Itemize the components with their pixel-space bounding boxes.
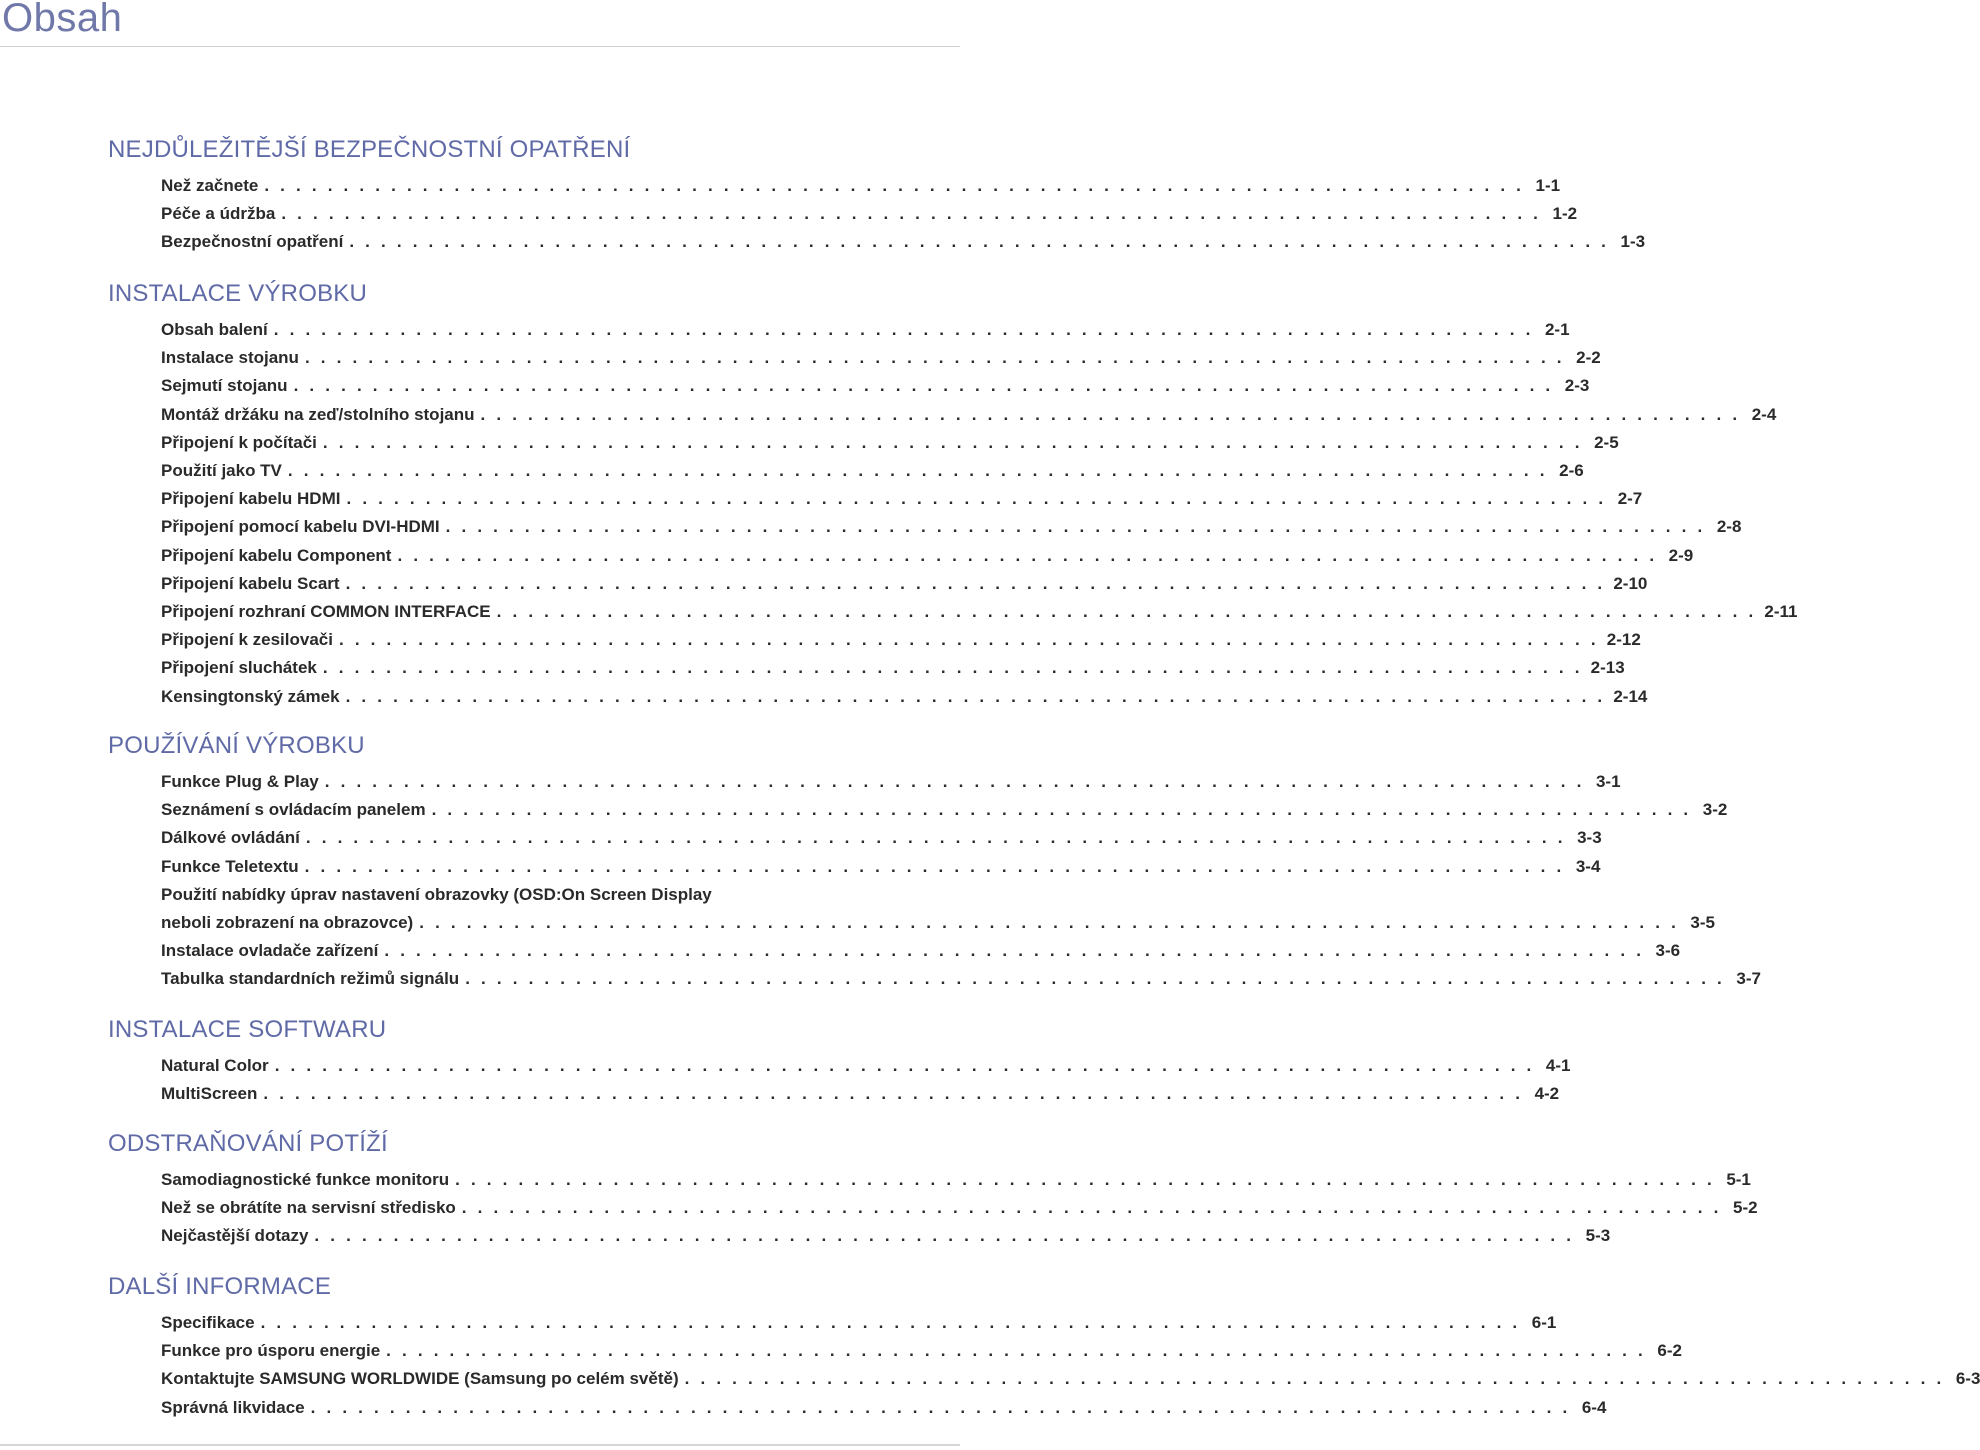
dot-leader: . . . . . . . . . . . . . . . . . . . . . . . . . . . . . . . . . . . . . . . . . . . . . . . . . . . . . . . . . . . . . . . . . . . . . . . . . . . . . . . . bbox=[304, 348, 1565, 368]
dot-leader: . . . . . . . . . . . . . . . . . . . . . . . . . . . . . . . . . . . . . . . . . . . . . . . . . . . . . . . . . . . . . . . . . . . . . . . . . . . . . . . . bbox=[461, 1198, 1722, 1218]
toc-entry-page-number: 4-1 bbox=[1545, 1056, 1571, 1075]
toc-entry[interactable] bbox=[161, 913, 1715, 937]
dot-leader: . . . . . . . . . . . . . . . . . . . . . . . . . . . . . . . . . . . . . . . . . . . . . . . . . . . . . . . . . . . . . . . . . . . . . . . . . . . . . . . . bbox=[274, 1056, 1535, 1075]
toc-entry-page-number: 3-1 bbox=[1595, 772, 1621, 791]
toc-entry-page-number: 6-3 bbox=[1955, 1369, 1980, 1389]
toc-entry[interactable] bbox=[161, 1198, 1758, 1222]
toc-entry-page-number: 3-3 bbox=[1577, 828, 1602, 848]
toc-entry[interactable] bbox=[161, 489, 1643, 513]
toc-entry-page-number: 2-7 bbox=[1617, 489, 1643, 509]
toc-entry-label: Připojení rozhraní COMMON INTERFACE bbox=[161, 602, 491, 621]
toc-entry-page-number: 2-11 bbox=[1764, 602, 1798, 621]
toc-entry-page-number: 3-2 bbox=[1702, 800, 1728, 820]
toc-entry-label: Natural Color bbox=[161, 1056, 269, 1075]
toc-entry-page-number: 2-3 bbox=[1564, 376, 1590, 396]
toc-entry-page-number: 2-4 bbox=[1751, 404, 1777, 424]
title-divider bbox=[0, 46, 960, 47]
toc-entry[interactable] bbox=[161, 461, 1584, 485]
toc-entry[interactable] bbox=[161, 856, 1601, 881]
dot-leader: . . . . . . . . . . . . . . . . . . . . . . . . . . . . . . . . . . . . . . . . . . . . . . . . . . . . . . . . . . . . . . . . . . . . . . . . . . . . . . . . bbox=[496, 602, 1757, 621]
toc-entry[interactable] bbox=[161, 320, 1570, 344]
toc-entry-page-number: 2-1 bbox=[1544, 320, 1570, 339]
toc-entry[interactable] bbox=[161, 686, 1648, 711]
toc-entry-label: Funkce Teletextu bbox=[161, 856, 299, 876]
toc-entry-label: Bezpečnostní opatření bbox=[161, 232, 344, 252]
toc-entry-label: Připojení k zesilovači bbox=[161, 630, 333, 650]
toc-entry[interactable] bbox=[161, 1341, 1682, 1365]
toc-entry-label: Seznámení s ovládacím panelem bbox=[161, 800, 426, 820]
page-title: Obsah bbox=[2, 0, 123, 40]
dot-leader: . . . . . . . . . . . . . . . . . . . . . . . . . . . . . . . . . . . . . . . . . . . . . . . . . . . . . . . . . . . . . . . . . . . . . . . . . . . . . . . . bbox=[293, 376, 1554, 396]
toc-entry-label: Dálkové ovládání bbox=[161, 828, 300, 848]
toc-entry-page-number: 6-2 bbox=[1657, 1341, 1682, 1361]
toc-entry[interactable] bbox=[161, 1170, 1751, 1194]
dot-leader: . . . . . . . . . . . . . . . . . . . . . . . . . . . . . . . . . . . . . . . . . . . . . . . . . . . . . . . . . . . . . . . . . . . . . . . . . . . . . . . . bbox=[684, 1369, 1945, 1389]
toc-entry-page-number: 2-13 bbox=[1590, 658, 1625, 678]
toc-entry[interactable] bbox=[161, 658, 1625, 682]
section-heading: ODSTRAŇOVÁNÍ POTÍŽÍ bbox=[108, 1130, 388, 1157]
dot-leader: . . . . . . . . . . . . . . . . . . . . . . . . . . . . . . . . . . . . . . . . . . . . . . . . . . . . . . . . . . . . . . . . . . . . . . . . . . . . . . . . bbox=[338, 630, 1599, 650]
dot-leader: . . . . . . . . . . . . . . . . . . . . . . . . . . . . . . . . . . . . . . . . . . . . . . . . . . . . . . . . . . . . . . . . . . . . . . . . . . . . . . . . bbox=[480, 404, 1741, 424]
dot-leader: . . . . . . . . . . . . . . . . . . . . . . . . . . . . . . . . . . . . . . . . . . . . . . . . . . . . . . . . . . . . . . . . . . . . . . . . . . . . . . . . bbox=[305, 828, 1566, 848]
toc-entry[interactable] bbox=[161, 1084, 1560, 1108]
toc-entry-label: Připojení sluchátek bbox=[161, 658, 317, 678]
toc-entry-page-number: 6-4 bbox=[1581, 1397, 1607, 1417]
toc-entry-label: Tabulka standardních režimů signálu bbox=[161, 969, 460, 989]
dot-leader: . . . . . . . . . . . . . . . . . . . . . . . . . . . . . . . . . . . . . . . . . . . . . . . . . . . . . . . . . . . . . . . . . . . . . . . . . . . . . . . . bbox=[287, 461, 1548, 480]
toc-entry[interactable] bbox=[161, 1226, 1611, 1250]
dot-leader: . . . . . . . . . . . . . . . . . . . . . . . . . . . . . . . . . . . . . . . . . . . . . . . . . . . . . . . . . . . . . . . . . . . . . . . . . . . . . . . . bbox=[322, 432, 1583, 452]
dot-leader: . . . . . . . . . . . . . . . . . . . . . . . . . . . . . . . . . . . . . . . . . . . . . . . . . . . . . . . . . . . . . . . . . . . . . . . . . . . . . . . . bbox=[260, 1313, 1521, 1332]
toc-entry-page-number: 1-1 bbox=[1535, 176, 1561, 195]
toc-entry-label: Sejmutí stojanu bbox=[161, 376, 288, 396]
dot-leader: . . . . . . . . . . . . . . . . . . . . . . . . . . . . . . . . . . . . . . . . . . . . . . . . . . . . . . . . . . . . . . . . . . . . . . . . . . . . . . . . bbox=[386, 1341, 1646, 1361]
toc-entry[interactable] bbox=[161, 828, 1602, 852]
toc-entry[interactable] bbox=[161, 348, 1601, 372]
dot-leader: . . . . . . . . . . . . . . . . . . . . . . . . . . . . . . . . . . . . . . . . . . . . . . . . . . . . . . . . . . . . . . . . . . . . . . . . . . . . . . . . bbox=[465, 969, 1725, 989]
toc-entry-page-number: 5-1 bbox=[1726, 1170, 1751, 1189]
toc-entry[interactable] bbox=[161, 232, 1646, 256]
toc-entry-page-number: 4-2 bbox=[1534, 1084, 1560, 1104]
toc-entry[interactable] bbox=[161, 432, 1619, 457]
toc-entry-label: Instalace ovladače zařízení bbox=[161, 941, 379, 961]
toc-entry[interactable] bbox=[161, 1369, 1980, 1393]
dot-leader: . . . . . . . . . . . . . . . . . . . . . . . . . . . . . . . . . . . . . . . . . . . . . . . . . . . . . . . . . . . . . . . . . . . . . . . . . . . . . . . . bbox=[419, 913, 1679, 932]
dot-leader: . . . . . . . . . . . . . . . . . . . . . . . . . . . . . . . . . . . . . . . . . . . . . . . . . . . . . . . . . . . . . . . . . . . . . . . . . . . . . . . . bbox=[345, 686, 1606, 706]
toc-entry-page-number: 5-2 bbox=[1733, 1198, 1758, 1218]
toc-entry-label: Připojení kabelu HDMI bbox=[161, 489, 341, 509]
dot-leader: . . . . . . . . . . . . . . . . . . . . . . . . . . . . . . . . . . . . . . . . . . . . . . . . . . . . . . . . . . . . . . . . . . . . . . . . . . . . . . . . bbox=[314, 1226, 1575, 1246]
toc-entry-page-number: 2-12 bbox=[1606, 630, 1641, 650]
dot-leader: . . . . . . . . . . . . . . . . . . . . . . . . . . . . . . . . . . . . . . . . . . . . . . . . . . . . . . . . . . . . . . . . . . . . . . . . . . . . . . . . bbox=[310, 1397, 1571, 1417]
toc-entry-page-number: 6-1 bbox=[1531, 1313, 1557, 1332]
dot-leader: . . . . . . . . . . . . . . . . . . . . . . . . . . . . . . . . . . . . . . . . . . . . . . . . . . . . . . . . . . . . . . . . . . . . . . . . . . . . . . . . bbox=[455, 1170, 1715, 1189]
toc-entry-label: Kensingtonský zámek bbox=[161, 686, 340, 706]
toc-entry[interactable] bbox=[161, 630, 1641, 654]
toc-entry-label: Kontaktujte SAMSUNG WORLDWIDE (Samsung po celém světě) bbox=[161, 1369, 679, 1389]
dot-leader: . . . . . . . . . . . . . . . . . . . . . . . . . . . . . . . . . . . . . . . . . . . . . . . . . . . . . . . . . . . . . . . . . . . . . . . . . . . . . . . . bbox=[345, 573, 1606, 593]
dot-leader: . . . . . . . . . . . . . . . . . . . . . . . . . . . . . . . . . . . . . . . . . . . . . . . . . . . . . . . . . . . . . . . . . . . . . . . . . . . . . . . . bbox=[322, 658, 1583, 678]
dot-leader: . . . . . . . . . . . . . . . . . . . . . . . . . . . . . . . . . . . . . . . . . . . . . . . . . . . . . . . . . . . . . . . . . . . . . . . . . . . . . . . . bbox=[324, 772, 1585, 791]
toc-entry-label: Připojení k počítači bbox=[161, 432, 317, 452]
toc-entry-page-number: 1-3 bbox=[1620, 232, 1646, 252]
dot-leader: . . . . . . . . . . . . . . . . . . . . . . . . . . . . . . . . . . . . . . . . . . . . . . . . . . . . . . . . . . . . . . . . . . . . . . . . . . . . . . . . bbox=[397, 545, 1658, 565]
toc-entry-page-number: 2-5 bbox=[1594, 432, 1619, 452]
toc-entry-label: neboli zobrazení na obrazovce) bbox=[161, 913, 414, 932]
dot-leader: . . . . . . . . . . . . . . . . . . . . . . . . . . . . . . . . . . . . . . . . . . . . . . . . . . . . . . . . . . . . . . . . . . . . . . . . . . . . . . . . bbox=[384, 941, 1645, 961]
toc-entry[interactable] bbox=[161, 404, 1777, 429]
dot-leader: . . . . . . . . . . . . . . . . . . . . . . . . . . . . . . . . . . . . . . . . . . . . . . . . . . . . . . . . . . . . . . . . . . . . . . . . . . . . . . . . bbox=[431, 800, 1692, 820]
toc-entry-label: Instalace stojanu bbox=[161, 348, 299, 368]
dot-leader: . . . . . . . . . . . . . . . . . . . . . . . . . . . . . . . . . . . . . . . . . . . . . . . . . . . . . . . . . . . . . . . . . . . . . . . . . . . . . . . . bbox=[304, 856, 1565, 876]
toc-entry[interactable] bbox=[161, 1397, 1607, 1422]
dot-leader: . . . . . . . . . . . . . . . . . . . . . . . . . . . . . . . . . . . . . . . . . . . . . . . . . . . . . . . . . . . . . . . . . . . . . . . . . . . . . . . . bbox=[349, 232, 1610, 252]
toc-entry[interactable] bbox=[161, 800, 1728, 824]
toc-entry-label: Obsah balení bbox=[161, 320, 268, 339]
toc-entry[interactable] bbox=[161, 1056, 1571, 1080]
toc-entry-page-number: 3-5 bbox=[1690, 913, 1715, 932]
toc-entry-page-number: 3-7 bbox=[1736, 969, 1761, 989]
toc-entry-page-number: 2-6 bbox=[1559, 461, 1584, 480]
section-heading: INSTALACE VÝROBKU bbox=[108, 280, 368, 307]
toc-entry-label: Funkce pro úsporu energie bbox=[161, 1341, 381, 1361]
toc-entry-page-number: 2-14 bbox=[1613, 686, 1648, 706]
toc-entry[interactable] bbox=[161, 573, 1648, 598]
toc-entry[interactable] bbox=[161, 602, 1798, 626]
section-heading: DALŠÍ INFORMACE bbox=[108, 1273, 332, 1300]
dot-leader: . . . . . . . . . . . . . . . . . . . . . . . . . . . . . . . . . . . . . . . . . . . . . . . . . . . . . . . . . . . . . . . . . . . . . . . . . . . . . . . . bbox=[346, 489, 1607, 509]
toc-entry-page-number: 1-2 bbox=[1552, 204, 1578, 224]
toc-entry-page-number: 3-6 bbox=[1655, 941, 1681, 961]
toc-entry-label: Správná likvidace bbox=[161, 1397, 305, 1417]
toc-entry[interactable] bbox=[161, 376, 1590, 400]
toc-entry-label-line[interactable]: Použití nabídky úprav nastavení obrazovky (OSD:On Screen Display bbox=[161, 884, 712, 904]
toc-entry-label: Specifikace bbox=[161, 1313, 255, 1332]
toc-entry-label: Než začnete bbox=[161, 176, 259, 195]
dot-leader: . . . . . . . . . . . . . . . . . . . . . . . . . . . . . . . . . . . . . . . . . . . . . . . . . . . . . . . . . . . . . . . . . . . . . . . . . . . . . . . . bbox=[445, 517, 1706, 537]
toc-entry-label: Připojení pomocí kabelu DVI-HDMI bbox=[161, 517, 440, 537]
toc-entry[interactable] bbox=[161, 517, 1742, 541]
dot-leader: . . . . . . . . . . . . . . . . . . . . . . . . . . . . . . . . . . . . . . . . . . . . . . . . . . . . . . . . . . . . . . . . . . . . . . . . . . . . . . . . bbox=[281, 204, 1542, 224]
toc-entry[interactable] bbox=[161, 941, 1681, 965]
toc-entry[interactable] bbox=[161, 545, 1694, 570]
toc-entry-label: Samodiagnostické funkce monitoru bbox=[161, 1170, 450, 1189]
dot-leader: . . . . . . . . . . . . . . . . . . . . . . . . . . . . . . . . . . . . . . . . . . . . . . . . . . . . . . . . . . . . . . . . . . . . . . . . . . . . . . . . bbox=[273, 320, 1534, 339]
toc-entry-label: Připojení kabelu Scart bbox=[161, 573, 340, 593]
toc-entry-page-number: 2-10 bbox=[1613, 573, 1648, 593]
toc-entry-label: Montáž držáku na zeď/stolního stojanu bbox=[161, 404, 475, 424]
toc-entry[interactable] bbox=[161, 772, 1621, 796]
toc-entry[interactable] bbox=[161, 1313, 1557, 1337]
toc-entry-label: Než se obrátíte na servisní středisko bbox=[161, 1198, 456, 1218]
toc-entry[interactable] bbox=[161, 969, 1761, 993]
dot-leader: . . . . . . . . . . . . . . . . . . . . . . . . . . . . . . . . . . . . . . . . . . . . . . . . . . . . . . . . . . . . . . . . . . . . . . . . . . . . . . . . bbox=[263, 1084, 1524, 1104]
toc-entry-label: Funkce Plug & Play bbox=[161, 772, 319, 791]
toc-entry-page-number: 3-4 bbox=[1575, 856, 1601, 876]
toc-entry-label: Použití jako TV bbox=[161, 461, 282, 480]
section-heading: INSTALACE SOFTWARU bbox=[108, 1016, 387, 1043]
toc-entry-label: Připojení kabelu Component bbox=[161, 545, 392, 565]
toc-entry[interactable] bbox=[161, 204, 1578, 228]
toc-entry-label: Nejčastější dotazy bbox=[161, 1226, 309, 1246]
toc-entry[interactable] bbox=[161, 176, 1561, 200]
toc-entry-label: Péče a údržba bbox=[161, 204, 276, 224]
section-heading: NEJDŮLEŽITĚJŠÍ BEZPEČNOSTNÍ OPATŘENÍ bbox=[108, 136, 631, 163]
toc-entry-page-number: 2-2 bbox=[1576, 348, 1601, 368]
toc-entry-label: MultiScreen bbox=[161, 1084, 258, 1104]
section-heading: POUŽÍVÁNÍ VÝROBKU bbox=[108, 732, 365, 759]
toc-entry-page-number: 2-8 bbox=[1716, 517, 1742, 537]
dot-leader: . . . . . . . . . . . . . . . . . . . . . . . . . . . . . . . . . . . . . . . . . . . . . . . . . . . . . . . . . . . . . . . . . . . . . . . . . . . . . . . . bbox=[264, 176, 1525, 195]
toc-entry-page-number: 5-3 bbox=[1585, 1226, 1611, 1246]
bottom-divider bbox=[0, 1444, 960, 1446]
toc-entry-page-number: 2-9 bbox=[1668, 545, 1694, 565]
